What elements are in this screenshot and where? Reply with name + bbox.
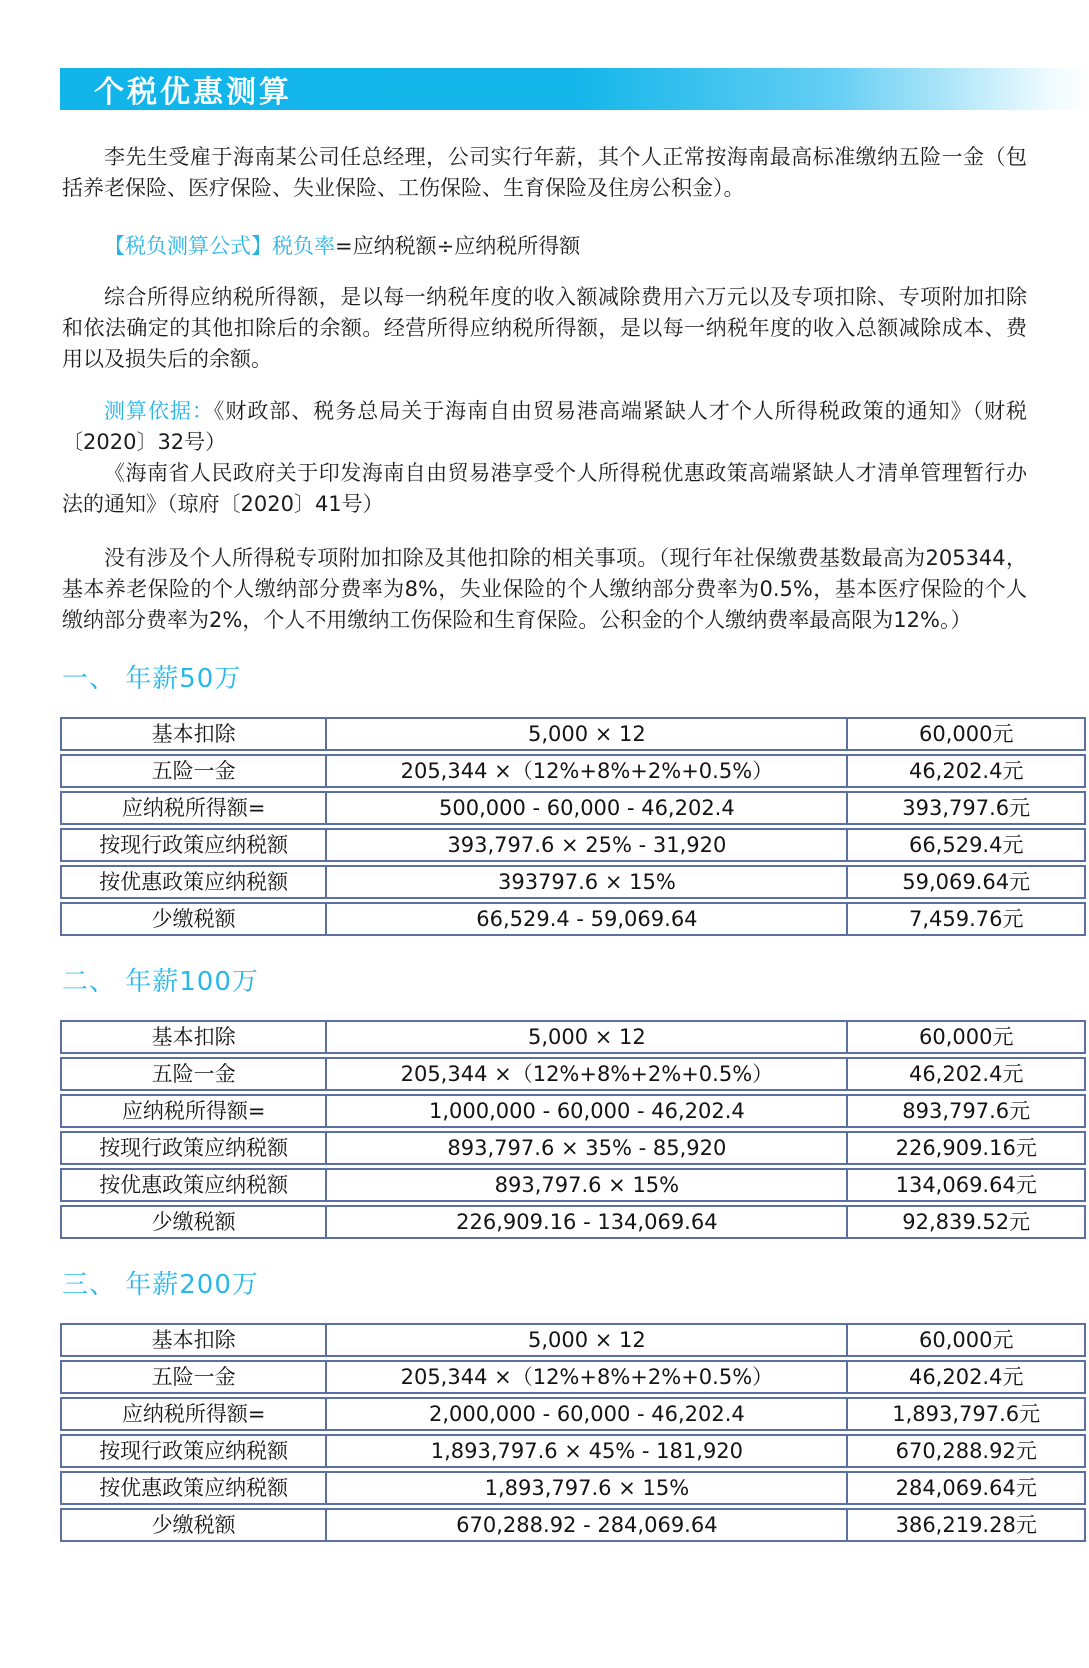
table-row <box>60 1323 1086 1357</box>
row-formula: 2,000,000 - 60,000 - 46,202.4 <box>327 1397 848 1431</box>
income-definition-text: 综合所得应纳税所得额，是以每一纳税年度的收入额减除费用六万元以及专项扣除、专项附加扣除和依法确定的其他扣除后的余额。经营所得应纳税所得额，是以每一纳税年度的收入总额减除成本、费用以及损失后的余额。 <box>62 285 1027 371</box>
row-result: 284,069.64元 <box>848 1471 1086 1505</box>
section-heading-3: 三、 年薪200万 <box>62 1270 259 1300</box>
row-result: 893,797.6元 <box>848 1094 1086 1128</box>
row-formula: 1,893,797.6 × 15% <box>327 1471 848 1505</box>
row-formula: 1,893,797.6 × 45% - 181,920 <box>327 1434 848 1468</box>
row-formula: 66,529.4 - 59,069.64 <box>327 902 848 936</box>
row-label: 少缴税额 <box>60 1205 327 1239</box>
row-result: 60,000元 <box>848 1323 1086 1357</box>
table-row <box>60 1434 1086 1468</box>
row-label: 基本扣除 <box>60 1323 327 1357</box>
table-row <box>60 754 1086 788</box>
basis-doc-2: 《海南省人民政府关于印发海南自由贸易港享受个人所得税优惠政策高端紧缺人才清单管理暂行办法的通知》（琼府〔2020〕41号） <box>62 461 1027 516</box>
title-bar <box>60 68 1089 110</box>
table-row <box>60 1057 1086 1091</box>
row-formula: 226,909.16 - 134,069.64 <box>327 1205 848 1239</box>
table-row <box>60 1508 1086 1542</box>
intro-text: 李先生受雇于海南某公司任总经理，公司实行年薪，其个人正常按海南最高标准缴纳五险一金（包括养老保险、医疗保险、失业保险、工伤保险、生育保险及住房公积金）。 <box>62 145 1027 200</box>
row-label: 按现行政策应纳税额 <box>60 1131 327 1165</box>
page-title: 个税优惠测算 <box>94 75 292 110</box>
row-result: 386,219.28元 <box>848 1508 1086 1542</box>
formula-value: =应纳税额÷应纳税所得额 <box>335 234 581 258</box>
row-result: 46,202.4元 <box>848 1057 1086 1091</box>
row-formula: 205,344 ×（12%+8%+2%+0.5%） <box>327 1360 848 1394</box>
basis-doc-1: 《财政部、税务总局关于海南自由贸易港高端紧缺人才个人所得税政策的通知》（财税〔2020〕32号） <box>62 399 1028 454</box>
calc-table-3 <box>60 1320 1086 1545</box>
row-formula: 500,000 - 60,000 - 46,202.4 <box>327 791 848 825</box>
income-definition-paragraph <box>62 282 1027 375</box>
row-result: 134,069.64元 <box>848 1168 1086 1202</box>
document-page <box>0 68 1089 1668</box>
row-result: 226,909.16元 <box>848 1131 1086 1165</box>
table-row <box>60 865 1086 899</box>
table-row <box>60 1205 1086 1239</box>
row-result: 670,288.92元 <box>848 1434 1086 1468</box>
row-result: 7,459.76元 <box>848 902 1086 936</box>
row-label: 按现行政策应纳税额 <box>60 828 327 862</box>
row-label: 按优惠政策应纳税额 <box>60 1168 327 1202</box>
row-label: 按优惠政策应纳税额 <box>60 865 327 899</box>
row-result: 46,202.4元 <box>848 1360 1086 1394</box>
row-label: 基本扣除 <box>60 717 327 751</box>
row-label: 五险一金 <box>60 1057 327 1091</box>
table-row <box>60 1360 1086 1394</box>
section-heading-1: 一、 年薪50万 <box>62 664 242 694</box>
table-row <box>60 1168 1086 1202</box>
row-formula: 205,344 ×（12%+8%+2%+0.5%） <box>327 1057 848 1091</box>
row-formula: 5,000 × 12 <box>327 717 848 751</box>
row-label: 五险一金 <box>60 1360 327 1394</box>
row-label: 应纳税所得额= <box>60 791 327 825</box>
row-label: 五险一金 <box>60 754 327 788</box>
calculation-sections <box>0 664 1089 1545</box>
basis-paragraph-2 <box>62 458 1027 520</box>
table-row <box>60 717 1086 751</box>
formula-label: 【税负测算公式】税负率 <box>104 234 335 258</box>
section-heading-2: 二、 年薪100万 <box>62 967 259 997</box>
basis-paragraph <box>62 396 1027 458</box>
table-row <box>60 828 1086 862</box>
table-row <box>60 902 1086 936</box>
row-result: 66,529.4元 <box>848 828 1086 862</box>
intro-paragraph <box>62 142 1027 204</box>
row-formula: 1,000,000 - 60,000 - 46,202.4 <box>327 1094 848 1128</box>
row-label: 少缴税额 <box>60 1508 327 1542</box>
row-label: 少缴税额 <box>60 902 327 936</box>
row-formula: 393,797.6 × 25% - 31,920 <box>327 828 848 862</box>
row-label: 基本扣除 <box>60 1020 327 1054</box>
table-row <box>60 1471 1086 1505</box>
table-row <box>60 1397 1086 1431</box>
row-result: 59,069.64元 <box>848 865 1086 899</box>
row-label: 应纳税所得额= <box>60 1397 327 1431</box>
row-label: 应纳税所得额= <box>60 1094 327 1128</box>
calc-table-1 <box>60 714 1086 939</box>
row-result: 60,000元 <box>848 1020 1086 1054</box>
row-result: 92,839.52元 <box>848 1205 1086 1239</box>
row-formula: 893,797.6 × 15% <box>327 1168 848 1202</box>
row-label: 按优惠政策应纳税额 <box>60 1471 327 1505</box>
row-formula: 5,000 × 12 <box>327 1020 848 1054</box>
row-formula: 393797.6 × 15% <box>327 865 848 899</box>
row-result: 60,000元 <box>848 717 1086 751</box>
table-row <box>60 791 1086 825</box>
row-label: 按现行政策应纳税额 <box>60 1434 327 1468</box>
note-paragraph <box>62 543 1027 636</box>
table-row <box>60 1094 1086 1128</box>
basis-label: 测算依据： <box>104 399 214 423</box>
row-formula: 670,288.92 - 284,069.64 <box>327 1508 848 1542</box>
row-result: 1,893,797.6元 <box>848 1397 1086 1431</box>
formula-line <box>62 231 1027 262</box>
table-row <box>60 1020 1086 1054</box>
row-result: 393,797.6元 <box>848 791 1086 825</box>
calc-table-2 <box>60 1017 1086 1242</box>
note-text: 没有涉及个人所得税专项附加扣除及其他扣除的相关事项。（现行年社保缴费基数最高为205344，基本养老保险的个人缴纳部分费率为8%，失业保险的个人缴纳部分费率为0.5%，基本医疗保险的个人缴纳部分费率为2%，个人不用缴纳工伤保险和生育保险。公积金的个人缴纳费率最高限为12%。） <box>62 546 1027 632</box>
row-formula: 893,797.6 × 35% - 85,920 <box>327 1131 848 1165</box>
row-formula: 205,344 ×（12%+8%+2%+0.5%） <box>327 754 848 788</box>
table-row <box>60 1131 1086 1165</box>
row-result: 46,202.4元 <box>848 754 1086 788</box>
row-formula: 5,000 × 12 <box>327 1323 848 1357</box>
